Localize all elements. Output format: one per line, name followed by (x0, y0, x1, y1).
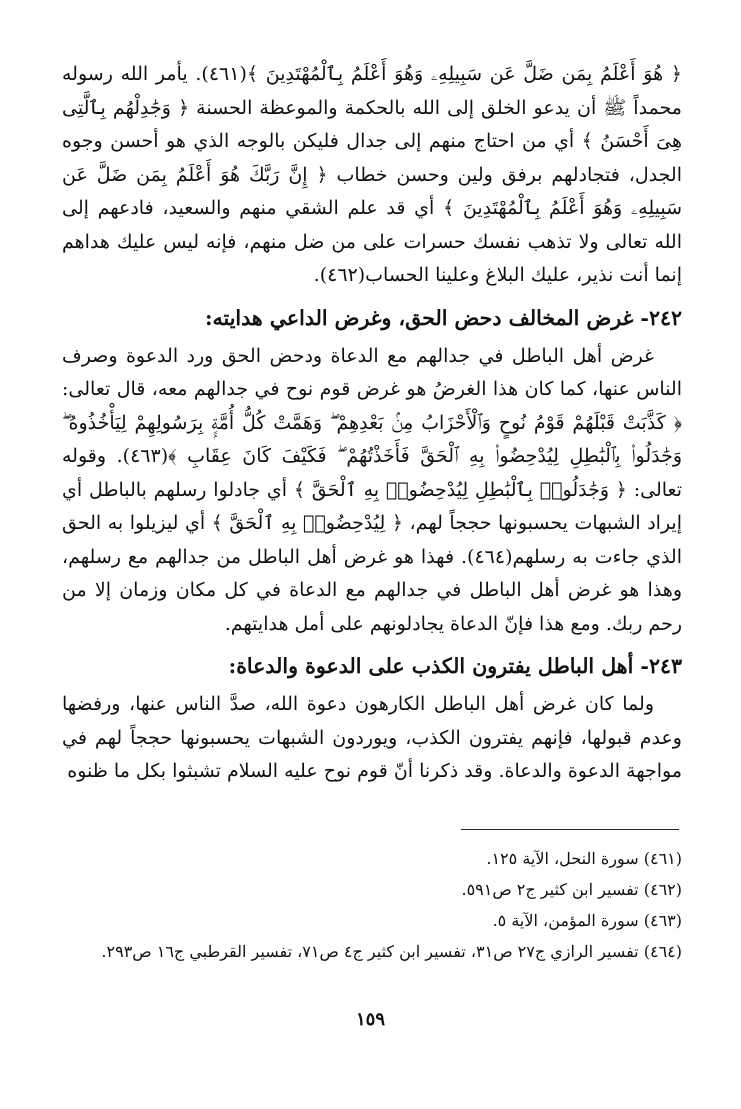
footnote-462: (٤٦٢) تفسير ابن كثير ج٢ ص٥٩١. (461, 880, 682, 899)
footnotes (62, 843, 682, 967)
footnote-464: (٤٦٤) تفسير الرازي ج٢٧ ص٣١، تفسير ابن كثير ج٤ ص٧١، تفسير القرطبي ج١٦ ص٢٩٣. (101, 942, 682, 961)
paragraph-2: غرض أهل الباطل في جدالهم مع الدعاة ودحض الحق ورد الدعوة وصرف الناس عنها، كما كان هذا الغرضُ هو غرض قوم نوح في جدالهم معه، قال تعالى: ﴿ كَذَّبَتْ قَبْلَهُمْ قَوْمُ نُوحٍ وَٱلْأَحْزَابُ مِنۢ بَعْدِهِمْ ۖ وَهَمَّتْ كُلُّ أُمَّةٍۭ بِرَسُولِهِمْ لِيَأْخُذُوهُ ۖ وَجَٰدَلُوا۟ بِٱلْبَٰطِلِ لِيُدْحِضُوا۟ بِهِ ٱلْحَقَّ فَأَخَذْتُهُمْ ۖ فَكَيْفَ كَانَ عِقَابِ ﴾(٤٦٣). وقوله تعالى: ﴿ وَجَٰدَلُوا۟ بِٱلْبَٰطِلِ لِيُدْحِضُوا۟ بِهِ ٱلْحَقَّ ﴾ أي جادلوا رسلهم بالباطل أي إيراد الشبهات يحسبونها حججاً لهم، ﴿ لِيُدْحِضُوا۟ بِهِ ٱلْحَقَّ ﴾ أي ليزيلوا به الحق الذي جاءت به رسلهم(٤٦٤). فهذا هو غرض أهل الباطل من جدالهم مع رسلهم، وهذا هو غرض أهل الباطل في جدالهم مع الدعاة في كل مكان وزمان إلا من رحم ربك. ومع هذا فإنّ الدعاة يجادلونهم على أمل هدايتهم. (62, 344, 683, 635)
section-heading-242: ٢٤٢- غرض المخالف دحض الحق، وغرض الداعي هدايته: (204, 305, 682, 330)
footnote-463: (٤٦٣) سورة المؤمن، الآية ٥. (492, 911, 682, 930)
page-body (62, 58, 682, 789)
page-number: ١٥٩ (355, 1009, 385, 1030)
paragraph-1: ﴿ هُوَ أَعْلَمُ بِمَن ضَلَّ عَن سَبِيلِهِۦ وَهُوَ أَعْلَمُ بِٱلْمُهْتَدِينَ ﴾(٤٦١). يأمر الله رسوله محمداً ﷺ أن يدعو الخلق إلى الله بالحكمة والموعظة الحسنة ﴿ وَجَٰدِلْهُم بِٱلَّتِى هِىَ أَحْسَنُ ﴾ أي من احتاج منهم إلى جدال فليكن بالوجه الذي هو أحسن وجوه الجدل، فتجادلهم برفق ولين وحسن خطاب ﴿ إِنَّ رَبَّكَ هُوَ أَعْلَمُ بِمَن ضَلَّ عَن سَبِيلِهِۦ وَهُوَ أَعْلَمُ بِٱلْمُهْتَدِينَ ﴾ أي قد علم الشقي منهم والسعيد، فادعهم إلى الله تعالى ولا تذهب نفسك حسرات على من ضل منهم، فإنه ليس عليك هداهم إنما أنت نذير، عليك البلاغ وعلينا الحساب(٤٦٢). (62, 63, 683, 286)
footnote-divider (461, 829, 679, 830)
paragraph-3: ولما كان غرض أهل الباطل الكارهون دعوة الله، صدَّ الناس عنها، ورفضها وعدم قبولها، فإنهم يفترون الكذب، ويوردون الشبهات يحسبونها حججاً لهم في مواجهة الدعوة والدعاة. وقد ذكرنا أنّ قوم نوح عليه السلام تشبثوا بكل ما ظنوه (62, 693, 682, 782)
section-heading-243: ٢٤٣- أهل الباطل يفترون الكذب على الدعوة والدعاة: (228, 654, 682, 678)
footnote-461: (٤٦١) سورة النحل، الآية ١٢٥. (486, 849, 682, 868)
